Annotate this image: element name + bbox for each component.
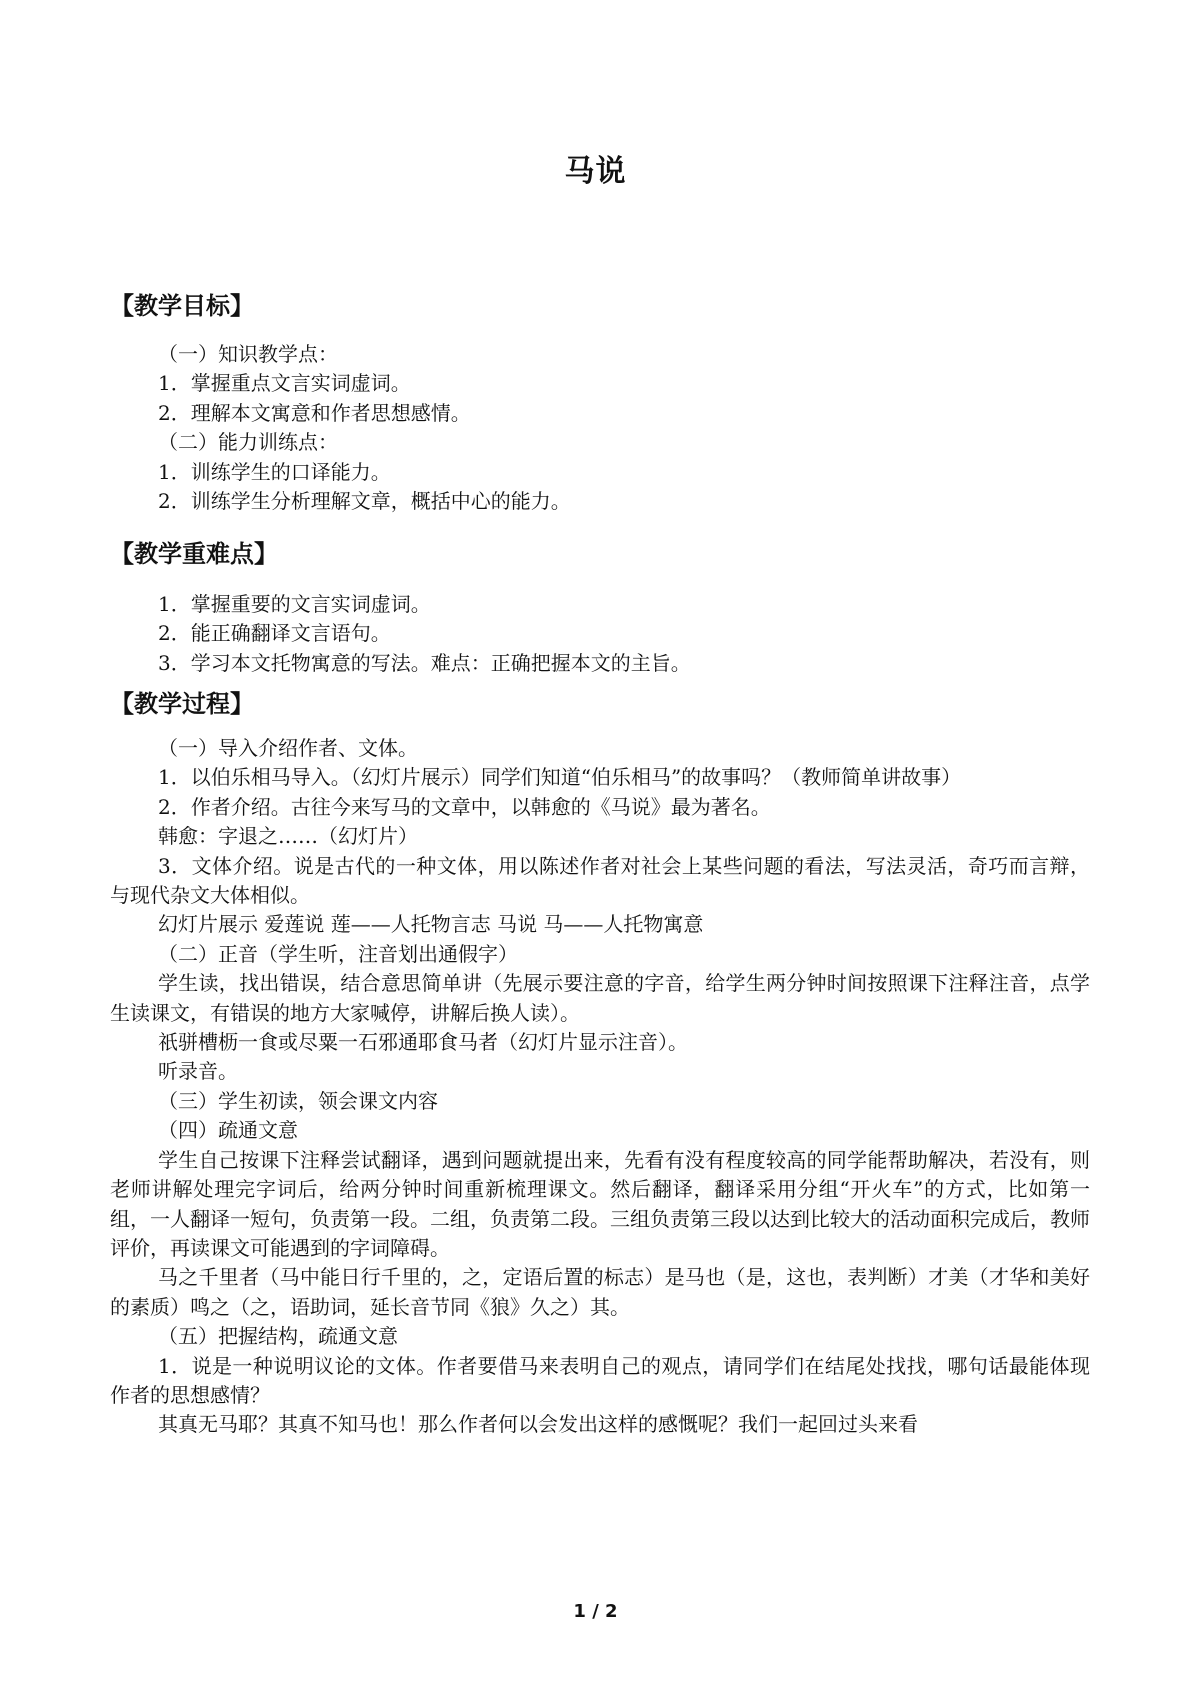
section-teaching-goals <box>110 288 1090 516</box>
text-line: 2．能正确翻译文言语句。 <box>158 621 391 646</box>
page-number: 1 / 2 <box>573 1601 618 1622</box>
text-paragraph: 学生自己按课下注释尝试翻译，遇到问题就提出来，先看有没有程度较高的同学能帮助解决，若没有，则老师讲解处理完字词后，给两分钟时间重新梳理课文。然后翻译，翻译采用分组“开火车”的方式，比如第一组，一人翻译一短句，负责第一段。二组，负责第二段。三组负责第三段以达到比较大的活动面积完成后，教师评价，再读课文可能遇到的字词障碍。 <box>110 1147 1090 1260</box>
text-paragraph: 1．说是一种说明议论的文体。作者要借马来表明自己的观点，请同学们在结尾处找找，哪句话最能体现作者的思想感情？ <box>110 1353 1090 1407</box>
text-paragraph: 1．以伯乐相马导入。（幻灯片展示）同学们知道“伯乐相马”的故事吗？（教师简单讲故事） <box>158 765 962 790</box>
text-line: （三）学生初读，领会课文内容 <box>158 1088 438 1113</box>
section-heading: 【教学过程】 <box>110 690 254 718</box>
section-heading: 【教学重难点】 <box>110 540 278 568</box>
text-line: （一）知识教学点： <box>158 342 338 366</box>
text-line: （四）疏通文意 <box>158 1118 298 1143</box>
text-paragraph: 学生读，找出错误，结合意思简单讲（先展示要注意的字音，给学生两分钟时间按照课下注释注音，点学生读课文，有错误的地方大家喊停，讲解后换人读）。 <box>110 971 1090 1025</box>
text-line: （二）正音（学生听，注音划出通假字） <box>158 941 518 966</box>
text-line: 2．理解本文寓意和作者思想感情。 <box>158 400 471 425</box>
text-line: 韩愈：字退之……（幻灯片） <box>158 824 418 849</box>
text-line: （二）能力训练点： <box>158 430 338 455</box>
text-line: （一）导入介绍作者、文体。 <box>158 736 418 760</box>
text-line: 1．训练学生的口译能力。 <box>158 459 391 484</box>
text-line: 听录音。 <box>158 1059 238 1084</box>
section-heading: 【教学目标】 <box>110 292 254 320</box>
section-teaching-process <box>110 686 1090 1440</box>
text-line: 祇骈槽枥一食或尽粟一石邪通耶食马者（幻灯片显示注音）。 <box>158 1030 688 1055</box>
document-title: 马说 <box>564 154 627 189</box>
text-line: 3．学习本文托物寓意的写法。难点：正确把握本文的主旨。 <box>158 650 691 675</box>
text-line: 1．掌握重点文言实词虚词。 <box>158 371 411 396</box>
text-paragraph: 马之千里者（马中能日行千里的，之，定语后置的标志）是马也（是，这也，表判断）才美（才华和美好的素质）鸣之（之，语助词，延长音节同《狼》久之）其。 <box>110 1265 1090 1319</box>
text-line: 其真无马耶？其真不知马也！那么作者何以会发出这样的感慨呢？我们一起回过头来看 <box>158 1412 918 1437</box>
text-line: 2．作者介绍。古往今来写马的文章中，以韩愈的《马说》最为著名。 <box>158 794 771 819</box>
text-paragraph: 3．文体介绍。说是古代的一种文体，用以陈述作者对社会上某些问题的看法，写法灵活，奇巧而言辩，与现代杂文大体相似。 <box>110 853 1090 908</box>
text-line: （五）把握结构，疏通文意 <box>158 1324 398 1349</box>
text-line: 幻灯片展示 爱莲说 莲——人托物言志 马说 马——人托物寓意 <box>158 912 704 937</box>
section-key-difficulties <box>110 536 1090 678</box>
text-line: 2．训练学生分析理解文章，概括中心的能力。 <box>158 489 571 514</box>
text-line: 1．掌握重要的文言实词虚词。 <box>158 592 431 616</box>
